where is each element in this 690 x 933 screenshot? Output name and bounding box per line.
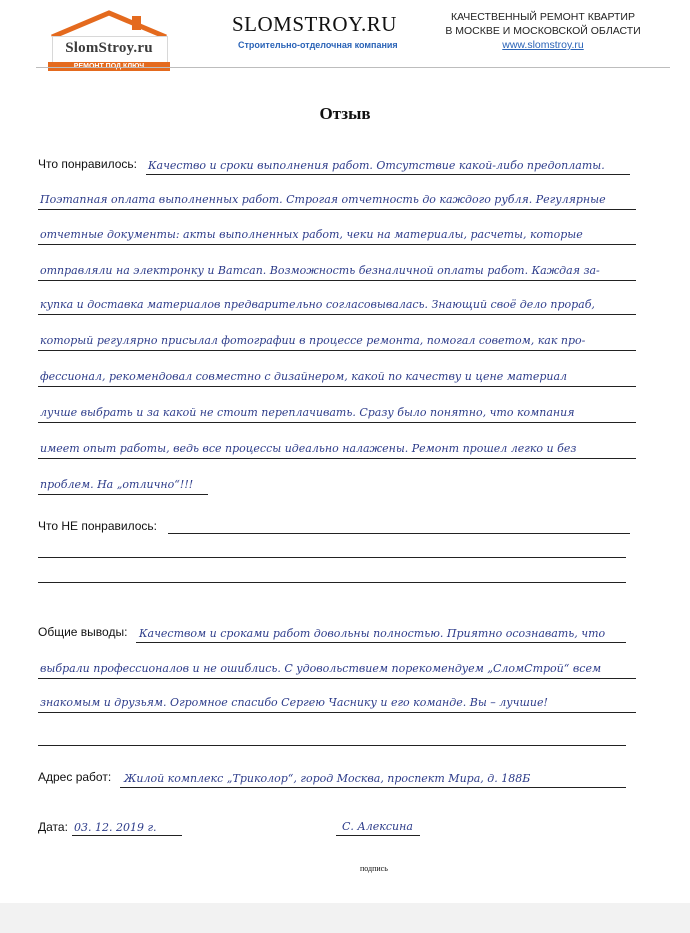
conclusions-line: знакомым и друзьям. Огромное спасибо Сергею Часнику и его команде. Вы – лучшие! (40, 696, 548, 709)
underline (336, 835, 420, 836)
company-tagline: Строительно-отделочная компания (238, 40, 398, 50)
underline (38, 582, 626, 583)
underline (38, 712, 636, 713)
website-link[interactable]: www.slomstroy.ru (502, 39, 584, 51)
company-logo (48, 10, 170, 68)
liked-label: Что понравилось: (38, 157, 137, 171)
header-line-2: В МОСКВЕ И МОСКОВСКОЙ ОБЛАСТИ (445, 25, 641, 37)
underline (38, 280, 636, 281)
header-info (438, 10, 648, 52)
underline (38, 458, 636, 459)
liked-line: имеет опыт работы, ведь все процессы идеально налажены. Ремонт прошел легко и без (40, 442, 577, 455)
underline (38, 244, 636, 245)
address-label: Адрес работ: (38, 770, 112, 784)
conclusions-label: Общие выводы: (38, 625, 128, 639)
liked-line: лучше выбрать и за какой не стоит переплачивать. Сразу было понятно, что компания (40, 406, 575, 419)
underline (120, 787, 626, 788)
liked-line: Поэтапная оплата выполненных работ. Строгая отчетность до каждого рубля. Регулярные (40, 193, 606, 206)
liked-line: отправляли на электронку и Ватсап. Возможность безналичной оплаты работ. Каждая за- (40, 264, 600, 277)
page-title: Отзыв (319, 104, 371, 123)
disliked-label: Что НЕ понравилось: (38, 519, 157, 533)
underline (168, 533, 630, 534)
brand-name: SLOMSTROY.RU (232, 12, 397, 36)
underline (38, 209, 636, 210)
underline (72, 835, 182, 836)
underline (38, 386, 636, 387)
logo-text: SlomStroy.ru (65, 40, 153, 56)
underline (146, 174, 630, 175)
conclusions-line: выбрали профессионалов и не ошиблись. С удовольствием порекомендуем „СломСтрой“ всем (40, 662, 602, 675)
liked-line: который регулярно присылал фотографии в процессе ремонта, помогал советом, как про- (40, 334, 586, 347)
date-value: 03. 12. 2019 г. (74, 821, 157, 834)
underline (38, 350, 636, 351)
underline (38, 745, 626, 746)
signature: С. Алексина (342, 820, 413, 833)
conclusions-line: Качеством и сроками работ довольны полностью. Приятно осознавать, что (139, 627, 606, 640)
address-value: Жилой комплекс „Триколор“, город Москва, проспект Мира, д. 188Б (124, 772, 531, 785)
underline (38, 314, 636, 315)
liked-line: проблем. На „отлично“!!! (40, 478, 194, 491)
header-line-1: КАЧЕСТВЕННЫЙ РЕМОНТ КВАРТИР (451, 11, 635, 23)
signature-label: подпись (360, 864, 388, 873)
underline (38, 678, 636, 679)
date-label: Дата: (38, 820, 68, 834)
underline (136, 642, 626, 643)
liked-line: купка и доставка материалов предварительно согласовывалась. Знающий своё дело прораб, (40, 298, 595, 311)
liked-line: отчетные документы: акты выполненных работ, чеки на материалы, расчеты, которые (40, 228, 583, 241)
liked-line: фессионал, рекомендовал совместно с дизайнером, какой по качеству и цене материал (40, 370, 568, 383)
underline (38, 494, 208, 495)
liked-line: Качество и сроки выполнения работ. Отсутствие какой-либо предоплаты. (148, 159, 605, 172)
underline (38, 557, 626, 558)
header-divider (36, 67, 670, 68)
underline (38, 422, 636, 423)
